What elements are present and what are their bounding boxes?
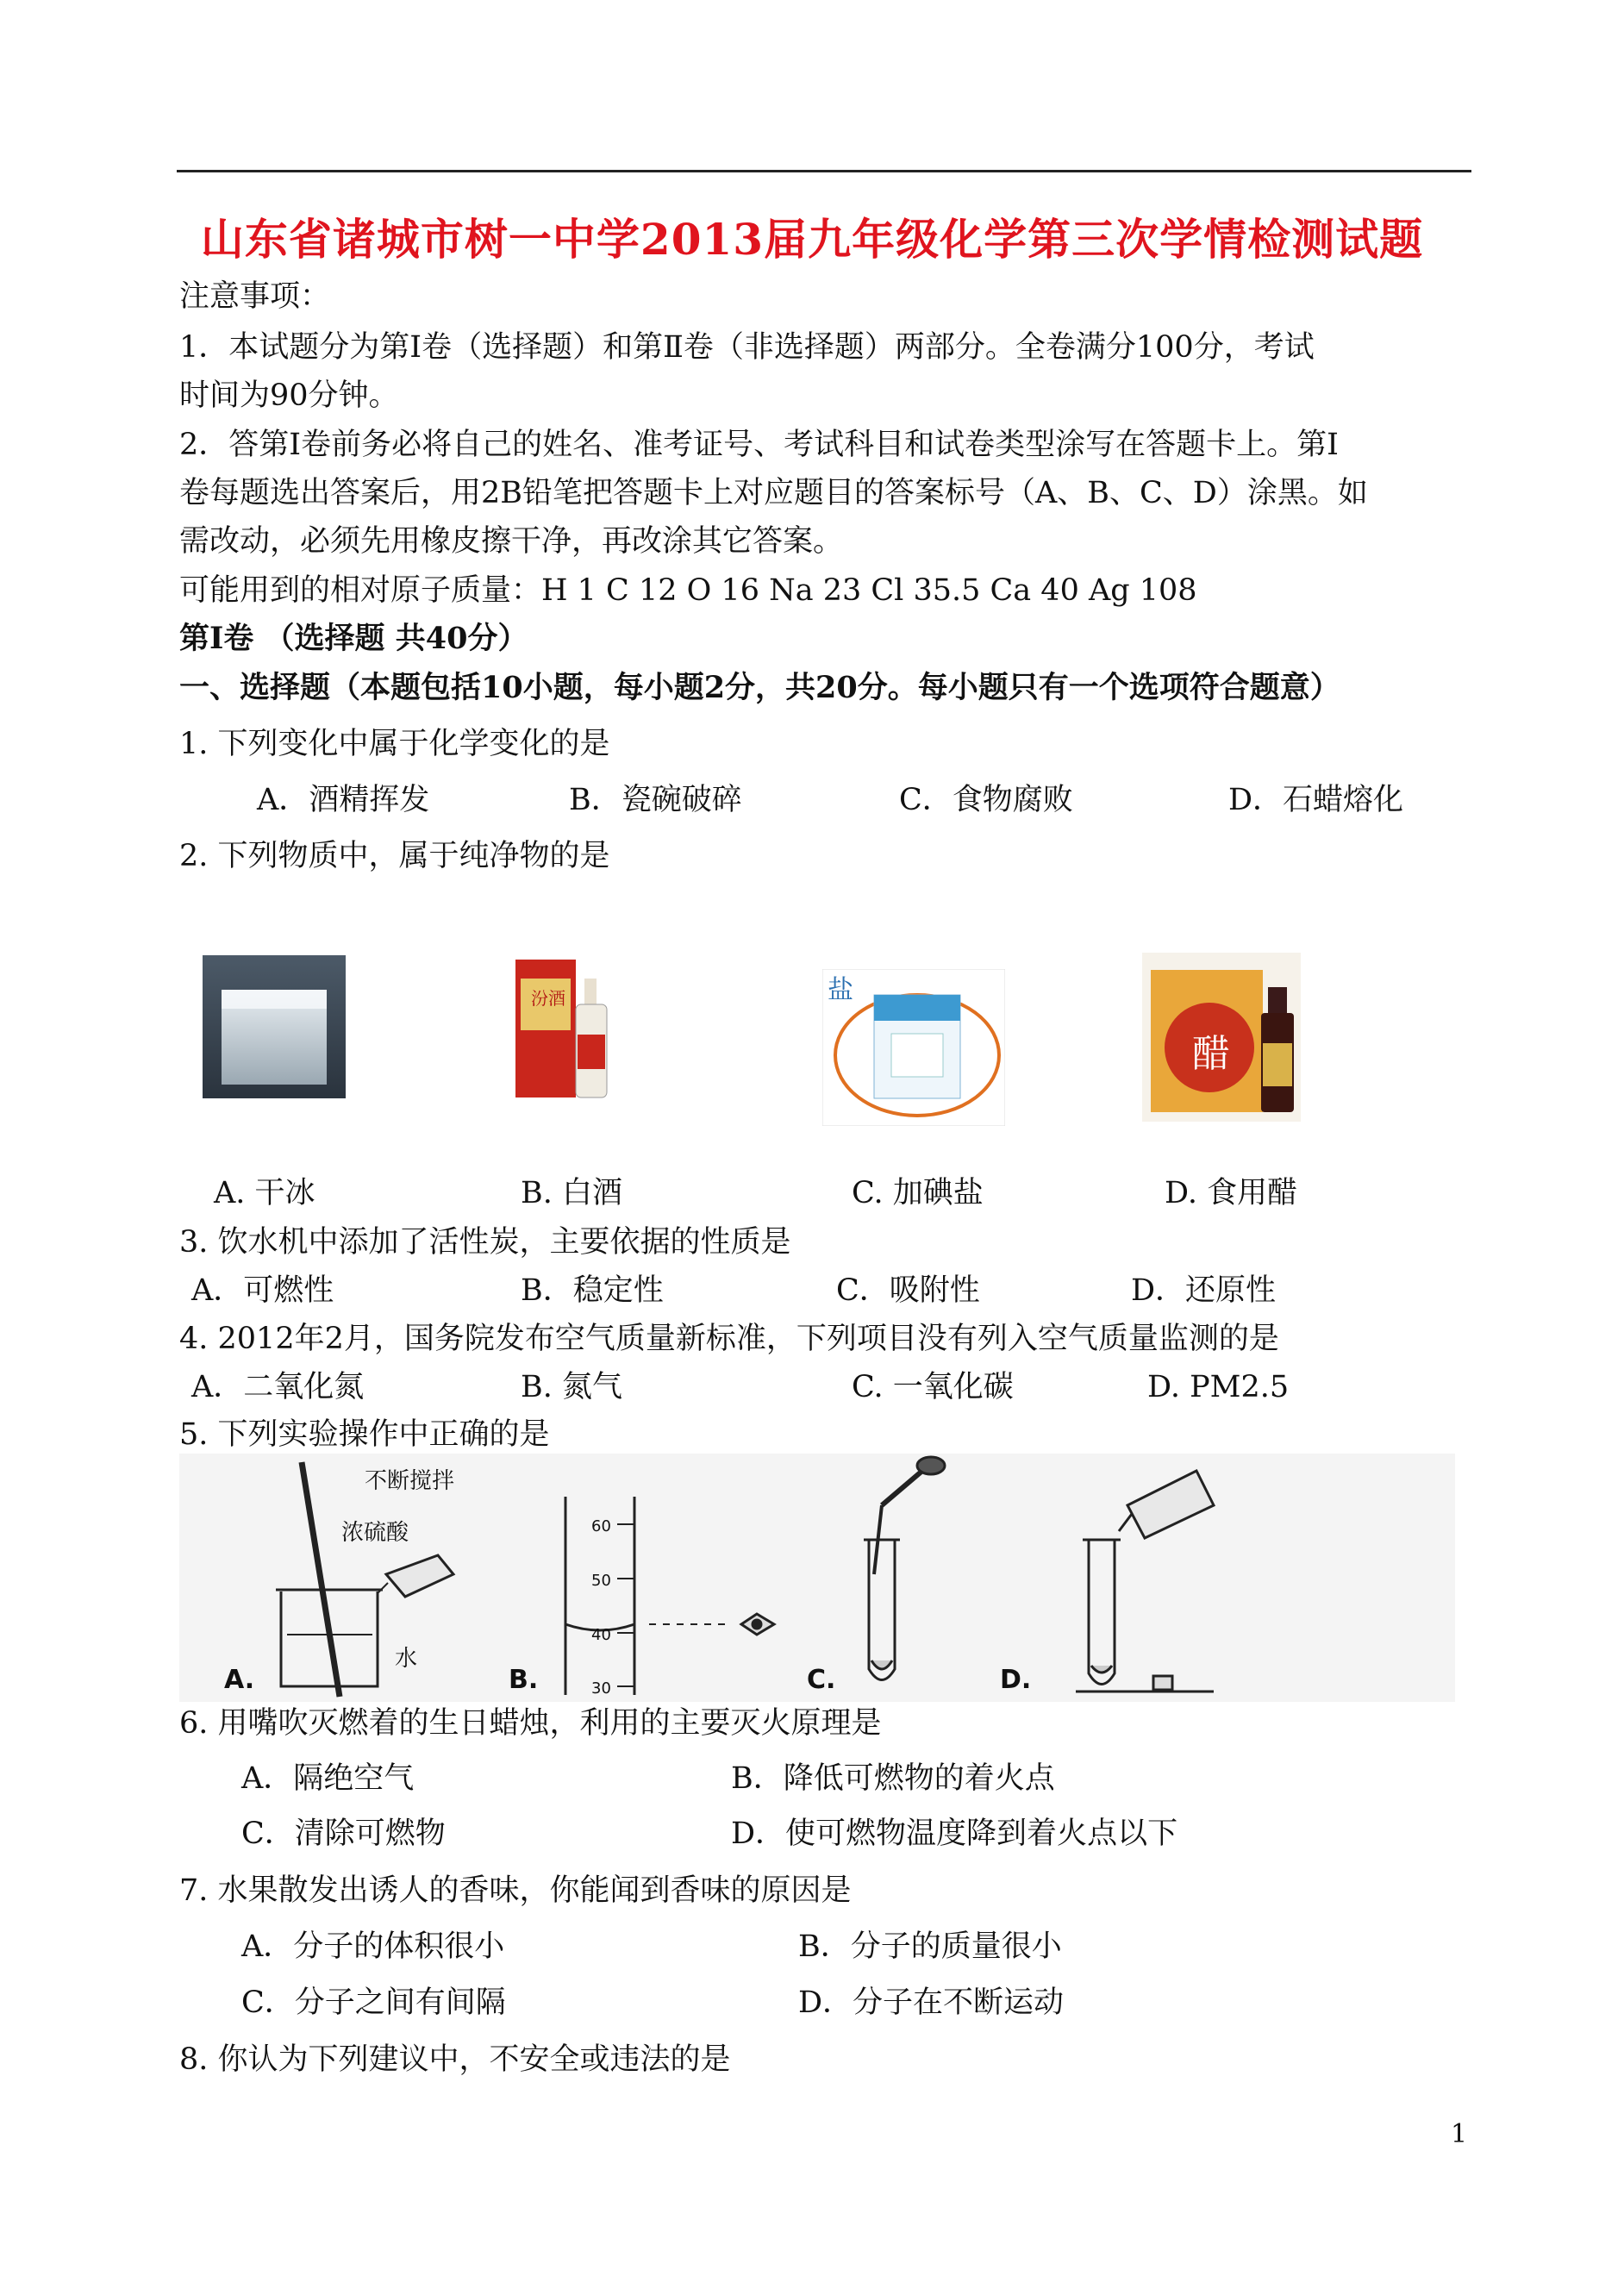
tick-30: 30	[591, 1679, 611, 1698]
salt-label-text: 盐	[828, 975, 853, 1005]
q6-option-b: B．降低可燃物的着火点	[731, 1761, 1055, 1796]
vinegar-image	[1142, 953, 1301, 1122]
atomic-mass-line: 可能用到的相对原子质量：H 1 C 12 O 16 Na 23 Cl 35.5 Ca 40 Ag 108	[179, 573, 1197, 608]
iodized-salt-image	[822, 969, 1005, 1126]
q4-stem: 4. 2012年2月，国务院发布空气质量新标准，下列项目没有列入空气质量监测的是	[179, 1322, 1279, 1356]
q3-option-a: A．可燃性	[191, 1273, 334, 1308]
q3-option-d: D．还原性	[1131, 1273, 1277, 1308]
q1-option-a: A．酒精挥发	[257, 783, 430, 817]
white-liquor-image	[515, 953, 619, 1101]
q2-stem: 2. 下列物质中，属于纯净物的是	[179, 839, 610, 873]
q7-stem: 7. 水果散发出诱人的香味，你能闻到香味的原因是	[179, 1873, 852, 1908]
q4-option-d: D. PM2.5	[1147, 1370, 1290, 1404]
note-1-line-2: 时间为90分钟。	[179, 378, 399, 413]
note-1-line-1: 1．本试题分为第Ⅰ卷（选择题）和第Ⅱ卷（非选择题）两部分。全卷满分100分，考试	[179, 330, 1315, 365]
figure-label-a: A.	[224, 1665, 255, 1695]
part-1-title: 一、选择题（本题包括10小题，每小题2分，共20分。每小题只有一个选项符合题意）	[179, 670, 1340, 705]
tick-60: 60	[591, 1517, 611, 1535]
label-conc-acid: 浓硫酸	[341, 1520, 409, 1546]
q1-option-d: D．石蜡熔化	[1228, 783, 1404, 817]
q7-option-d: D．分子在不断运动	[798, 1985, 1065, 2020]
exam-title: 山东省诸城市树一中学2013届九年级化学第三次学情检测试题	[200, 214, 1424, 265]
section-1-title: 第Ⅰ卷 （选择题 共40分）	[179, 621, 528, 656]
label-water: 水	[395, 1646, 418, 1672]
q6-stem: 6. 用嘴吹灭燃着的生日蜡烛，利用的主要灭火原理是	[179, 1706, 882, 1741]
q2-option-c: C. 加碘盐	[852, 1176, 984, 1210]
q1-stem: 1. 下列变化中属于化学变化的是	[179, 727, 610, 761]
top-rule	[177, 170, 1471, 172]
q3-option-c: C．吸附性	[836, 1273, 980, 1308]
page-number: 1	[1451, 2119, 1468, 2149]
tick-50: 50	[591, 1572, 611, 1590]
q4-option-a: A．二氧化氮	[191, 1370, 365, 1404]
note-2-line-3: 需改动，必须先用橡皮擦干净，再改涂其它答案。	[179, 524, 844, 559]
note-2-line-2: 卷每题选出答案后，用2B铅笔把答题卡上对应题目的答案标号（A、B、C、D）涂黑。如	[179, 476, 1368, 510]
liquor-box-text: 汾酒	[531, 988, 565, 1009]
q8-stem: 8. 你认为下列建议中，不安全或违法的是	[179, 2042, 731, 2077]
lab-operations-figure	[179, 1454, 1455, 1702]
q7-option-c: C．分子之间有间隔	[241, 1985, 506, 2020]
q5-stem: 5. 下列实验操作中正确的是	[179, 1417, 550, 1452]
q7-option-a: A．分子的体积很小	[241, 1929, 505, 1964]
note-2-line-1: 2．答第Ⅰ卷前务必将自己的姓名、准考证号、考试科目和试卷类型涂写在答题卡上。第Ⅰ	[179, 428, 1339, 462]
dry-ice-image	[203, 955, 346, 1098]
q3-option-b: B．稳定性	[521, 1273, 664, 1308]
q1-option-b: B．瓷碗破碎	[569, 783, 742, 817]
notes-heading: 注意事项：	[179, 279, 331, 314]
q2-option-d: D. 食用醋	[1165, 1176, 1298, 1210]
tick-40: 40	[591, 1626, 611, 1644]
figure-label-d: D.	[1000, 1665, 1032, 1695]
q6-option-a: A．隔绝空气	[241, 1761, 415, 1796]
vinegar-label-text: 醋	[1192, 1032, 1230, 1076]
q6-option-d: D．使可燃物温度降到着火点以下	[731, 1817, 1178, 1851]
figure-label-b: B.	[509, 1665, 539, 1695]
q7-option-b: B．分子的质量很小	[798, 1929, 1062, 1964]
q4-option-c: C. 一氧化碳	[852, 1370, 1014, 1404]
q1-option-c: C．食物腐败	[899, 783, 1073, 817]
q3-stem: 3. 饮水机中添加了活性炭，主要依据的性质是	[179, 1225, 791, 1260]
q6-option-c: C．清除可燃物	[241, 1817, 446, 1851]
q2-option-a: A. 干冰	[214, 1176, 315, 1210]
q4-option-b: B. 氮气	[521, 1370, 622, 1404]
figure-label-c: C.	[807, 1665, 836, 1695]
label-stir: 不断搅拌	[365, 1468, 455, 1494]
q2-option-b: B. 白酒	[521, 1176, 622, 1210]
